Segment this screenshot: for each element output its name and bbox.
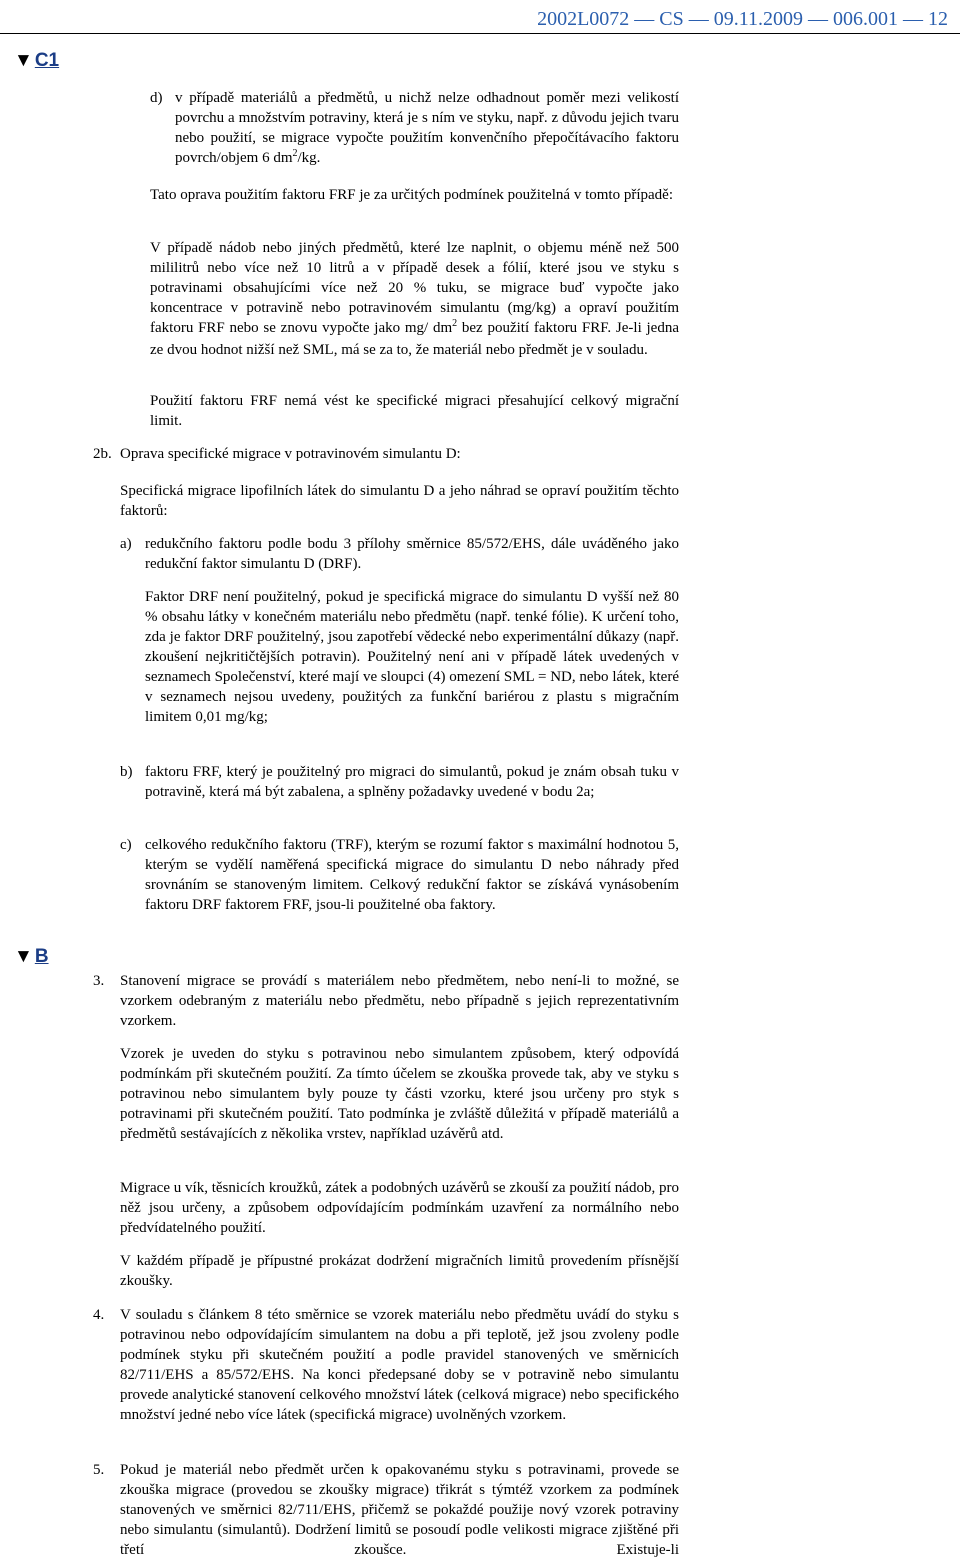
paragraph-v-kazdem-pripade: V každém případě je přípustné prokázat dodržení migračních limitů provedením přísnější zkoušky. [120,1253,679,1289]
item-c-label: c) [120,837,132,853]
section-2b-number: 2b. [93,446,112,462]
item-d-text: v případě materiálů a předmětů, u nichž nelze odhadnout poměr mezi velikostí povrchu a množstvím potraviny, která je s ním ve styku, např. z důvodu jejich tvaru nebo použití, se migrace vypočte použitím konvenčního přepočítávacího faktoru povrch/objem 6 $dm^2/kg$. [175,90,679,166]
section-4-number: 4. [93,1307,105,1323]
amendment-marker-b[interactable] [14,946,49,968]
item-b-label: b) [120,764,133,780]
section-4-text: V souladu s článkem 8 této směrnice se vzorek materiálu nebo předmětu uvádí do styku s potravinou nebo odpovídajícím simulantem na dobu a při teplotě, jež jsou zvoleny podle podmínek styku při skutečném použití a podle pravidel stanovených ve směrnicích 82/711/EHS a 85/572/EHS. Na konci předepsané doby se v potravině nebo simulantu provede analytické stanovení celkového množství látek (celková migrace) nebo specifického množství jedné nebo více látek (specifická migrace) uvolněných vzorkem. [120,1307,679,1423]
paragraph-v-pripade-nadob: V případě nádob nebo jiných předmětů, které lze naplnit, o objemu méně než 500 mililitrů nebo více než 10 litrů a v případě desek a fólií, které jsou ve styku s potravinami obsahujícími více než 20 % tuku, se migrace buď vypočte jako koncentrace v potravině nebo potravinovém simulantu (mg/kg) a opraví použitím faktoru FRF nebo se znovu vypočte jako mg/ $dm^2$ bez použití faktoru FRF. Je-li jedna ze dvou hodnot nižší než SML, má se za to, že materiál nebo předmět je v souladu. [150,240,679,358]
item-a-label: a) [120,536,132,552]
marker-label-c1[interactable]: C1 [34,50,60,71]
paragraph-vzorek: Vzorek je uveden do styku s potravinou nebo simulantem způsobem, který odpovídá podmínkám při skutečném použití. Za tímto účelem se zkouška provede tak, aby ve styku s potravinou nebo simulantem byly pouze ty části vzorku, které jsou určeny pro styk s potravinami při skutečném použití. Tato podmínka je zvláště důležitá v případě materiálů a předmětů sestávajících z několika vrstev, například uzávěrů atd. [120,1046,679,1142]
triangle-down-icon: ▼ [14,946,33,967]
amendment-marker-c1[interactable] [14,50,59,72]
triangle-down-icon: ▼ [14,50,33,71]
document-reference: 2002L0072 — CS — 09.11.2009 — 006.001 — 12 [537,8,948,30]
section-2b-heading: Oprava specifické migrace v potravinovém simulantu D: [120,446,461,462]
item-d-label: d) [150,90,163,106]
item-a-text: redukčního faktoru podle bodu 3 přílohy směrnice 85/572/EHS, dále uváděného jako redukční faktor simulantu D (DRF). [145,536,679,572]
item-c-text: celkového redukčního faktoru (TRF), kterým se rozumí faktor s maximální hodnotou 5, kterým se vydělí naměřená specifická migrace do simulantu D nebo náhrady před srovnáním se stanoveným limitem. Celkový redukční faktor se získává vynásobením faktoru DRF faktorem FRF, jsou-li použitelné oba faktory. [145,837,679,913]
section-5-text: Pokud je materiál nebo předmět určen k opakovanému styku s potravinami, provede se zkouška migrace (provedou se zkoušky migrace) třikrát s týmtéž vzorkem za podmínek stanovených ve směrnici 82/711/EHS, přičemž se pokaždé použije nový vzorek potraviny nebo simulantu (simulantů). Dodržení limitů se posoudí podle velikosti migrace zjištěné při třetí zkoušce. Existuje-li [120,1462,679,1558]
paragraph-faktor-drf: Faktor DRF není použitelný, pokud je specifická migrace do simulantu D vyšší než 80 % obsahu látky v konečném materiálu nebo předmětu (např. tenké fólie). K určení toho, zda je faktor DRF použitelný, jsou zapotřebí vědecké nebo experimentální důkazy (např. zkoušení nejkritičtějších potravin). Použitelný není ani v případě látek uvedených v seznamech Společenství, které mají ve sloupci (4) omezení SML = ND, nebo látek, které v seznamech nejsou uvedeny, použitých za funkční bariérou z plastu s migračním limitem 0,01 mg/kg; [145,589,679,725]
item-b-text: faktoru FRF, který je použitelný pro migraci do simulantů, pokud je znám obsah tuku v potravině, která má být zabalena, a splněny požadavky uvedené v bodu 2a; [145,764,679,800]
marker-label-b[interactable]: B [34,946,49,967]
page-header [0,0,960,34]
paragraph-pouziti-faktoru: Použití faktoru FRF nemá vést ke specifické migraci přesahující celkový migrační limit. [150,393,679,429]
paragraph-migrace-u-vik: Migrace u vík, těsnicích kroužků, zátek a podobných uzávěrů se zkouší za použití nádob, pro něž jsou určeny, a způsobem odpovídajícím podmínkám uzavření za normálního nebo předvídatelného použití. [120,1180,679,1236]
section-3-number: 3. [93,973,105,989]
section-5-number: 5. [93,1462,105,1478]
paragraph-tato-oprava: Tato oprava použitím faktoru FRF je za určitých podmínek použitelná v tomto případě: [150,187,673,203]
section-3-text: Stanovení migrace se provádí s materiálem nebo předmětem, nebo není-li to možné, se vzorkem odebraným z materiálu nebo předmětu, nebo případně s jejich reprezentativním vzorkem. [120,973,679,1029]
paragraph-specificka-migrace: Specifická migrace lipofilních látek do simulantu D a jeho náhrad se opraví použitím těchto faktorů: [120,483,679,519]
